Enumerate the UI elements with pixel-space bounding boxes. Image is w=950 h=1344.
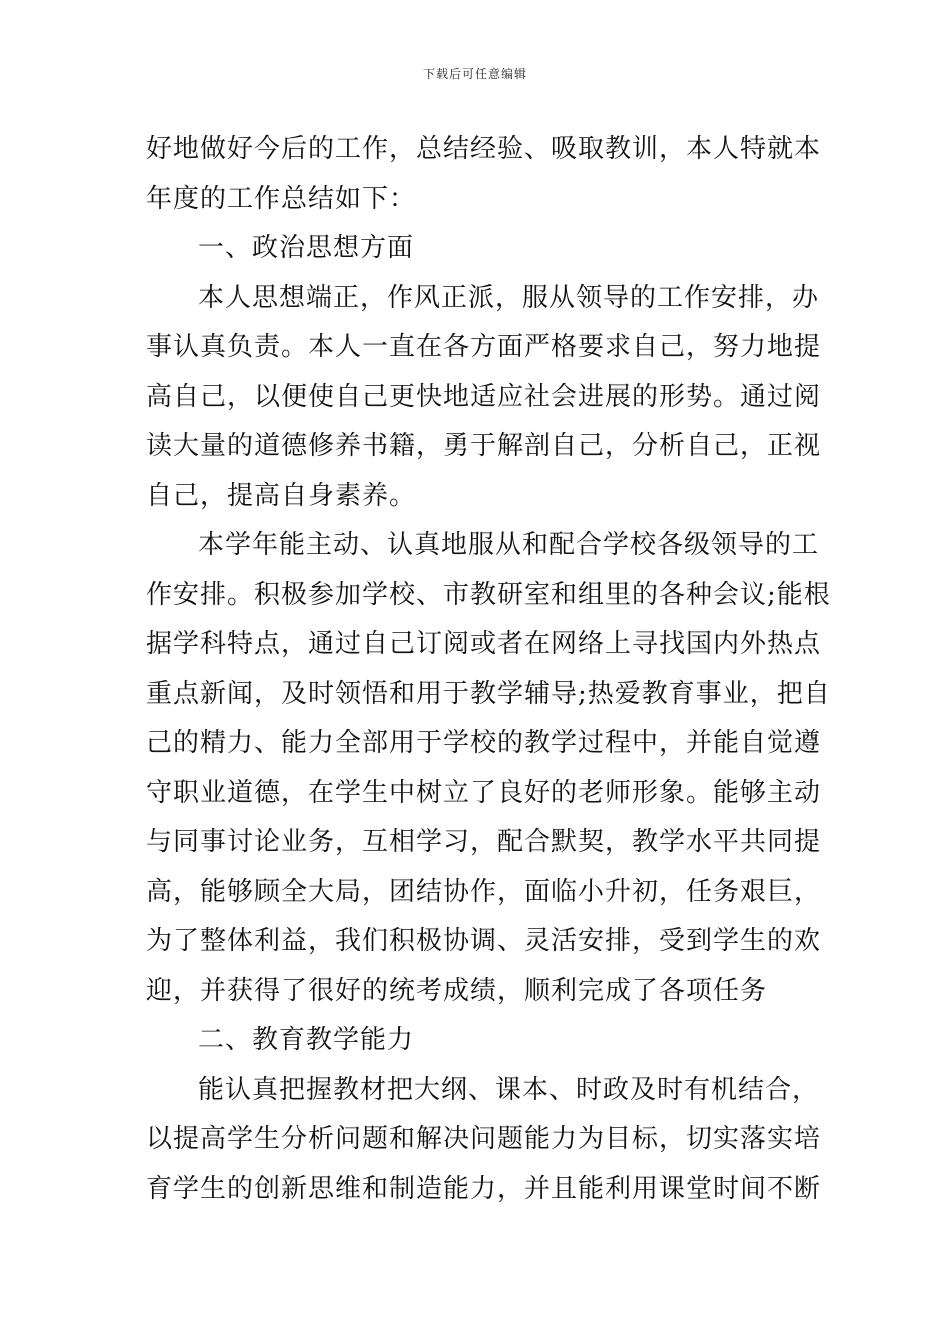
text-line: 高自己，以便使自己更快地适应社会进展的形势。通过阅 [146, 381, 822, 412]
text-line: 为了整体利益，我们积极协调、灵活安排，受到学生的欢 [146, 926, 822, 956]
text-line: 二、教育教学能力 [198, 1025, 415, 1055]
text-line: 自己，提高自身素养。 [146, 480, 417, 511]
text-line: 读大量的道德修养书籍，勇于解剖自己，分析自己，正视 [146, 431, 822, 461]
document-body [146, 125, 831, 1214]
text-line: 迎，并获得了很好的统考成绩，顺利完成了各项任务 [146, 975, 768, 1006]
text-line: 据学科特点，通过自己订阅或者在网络上寻找国内外热点 [146, 629, 822, 659]
text-line: 与同事讨论业务，互相学习，配合默契，教学水平共同提 [146, 827, 822, 857]
text-line: 育学生的创新思维和制造能力，并且能利用课堂时间不断 [146, 1173, 822, 1204]
text-line: 年度的工作总结如下： [146, 183, 417, 214]
text-line: 高，能够顾全大局，团结协作，面临小升初，任务艰巨， [146, 876, 822, 907]
text-line: 重点新闻，及时领悟和用于教学辅导;热爱教育事业，把自 [146, 678, 831, 709]
text-line: 己的精力、能力全部用于学校的教学过程中，并能自觉遵 [146, 728, 822, 758]
text-line: 本人思想端正，作风正派，服从领导的工作安排，办 [198, 282, 820, 313]
page-header: 下载后可任意编辑 [422, 67, 527, 81]
text-line: 事认真负责。本人一直在各方面严格要求自己，努力地提 [146, 332, 822, 362]
text-line: 守职业道德，在学生中树立了良好的老师形象。能够主动 [146, 777, 822, 808]
text-line: 能认真把握教材把大纲、课本、时政及时有机结合， [198, 1074, 820, 1105]
text-line: 作安排。积极参加学校、市教研室和组里的各种会议;能根 [146, 579, 831, 610]
text-line: 本学年能主动、认真地服从和配合学校各级领导的工 [198, 530, 820, 560]
text-line: 以提高学生分析问题和解决问题能力为目标，切实落实培 [146, 1124, 822, 1154]
text-line: 一、政治思想方面 [198, 233, 415, 263]
text-line: 好地做好今后的工作，总结经验、吸取教训，本人特就本 [146, 134, 822, 164]
